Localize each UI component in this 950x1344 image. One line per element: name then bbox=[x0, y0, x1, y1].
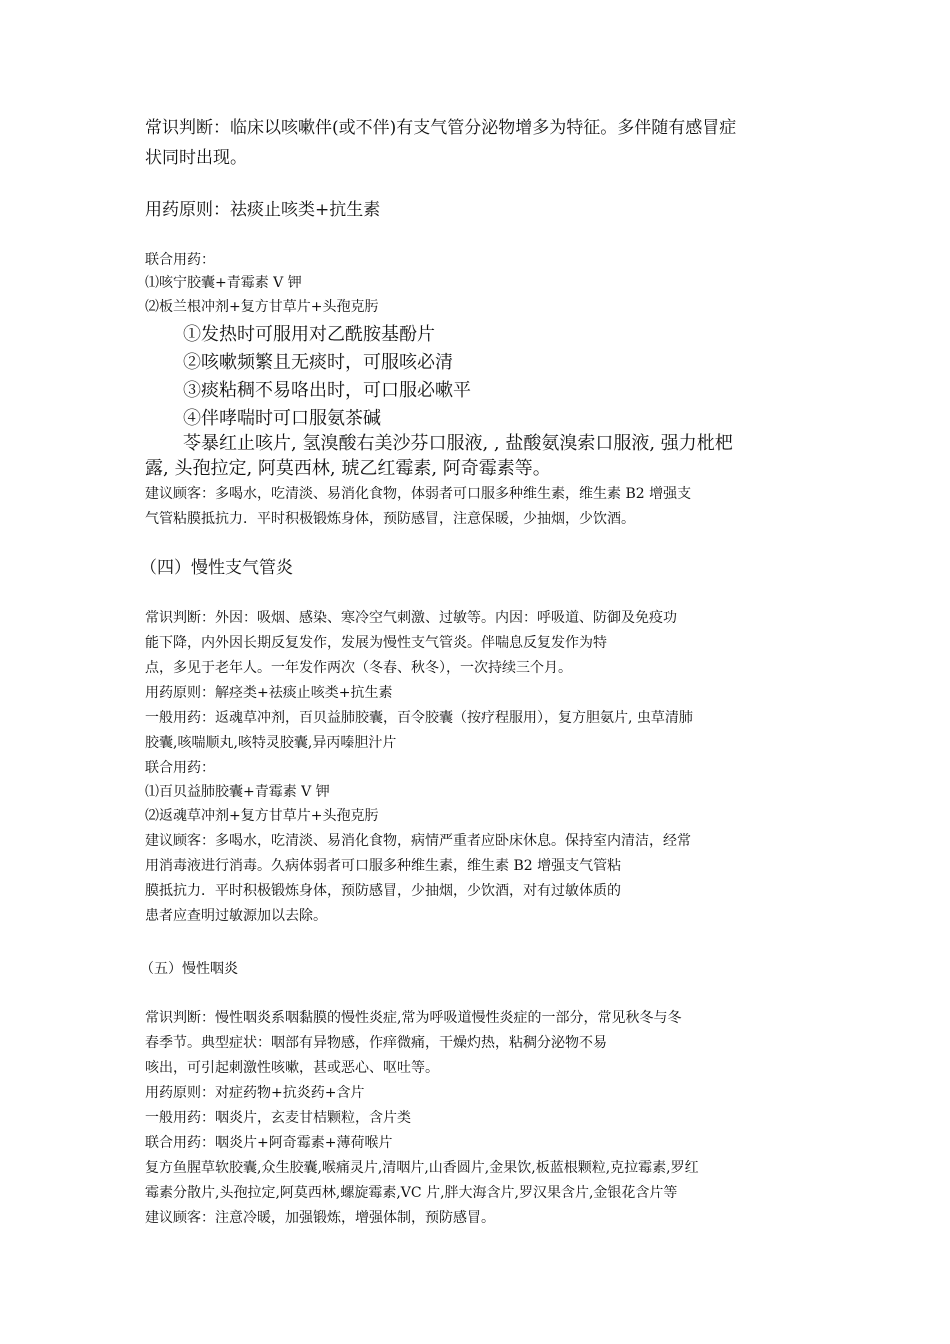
principle-line: 用药原则：对症药物+抗炎药+含片 bbox=[145, 1085, 365, 1101]
judgment-line: 能下降，内外因长期反复发作，发展为慢性支气管炎。伴喘息反复发作为特 bbox=[145, 635, 607, 651]
drugs-line: 复方鱼腥草软胶囊,众生胶囊,喉痛灵片,清咽片,山香圆片,金果饮,板蓝根颗粒,克拉霉素,罗红 bbox=[145, 1160, 699, 1176]
combined-item: ⑵返魂草冲剂+复方甘草片+头孢克肟 bbox=[145, 808, 379, 824]
combined-title: 联合用药： bbox=[145, 760, 215, 776]
combined-item: ⑵板兰根冲剂+复方甘草片+头孢克肟 bbox=[145, 299, 379, 315]
tip-line: ②咳嗽频繁且无痰时，可服咳必清 bbox=[183, 352, 453, 373]
judgment-line: 常识判断：慢性咽炎系咽黏膜的慢性炎症,常为呼吸道慢性炎症的一部分，常见秋冬与冬 bbox=[145, 1010, 682, 1026]
advice-line: 用消毒液进行消毒。久病体弱者可口服多种维生素，维生素 B2 增强支气管粘 bbox=[145, 858, 622, 874]
tip-line: ④伴哮喘时可口服氨茶碱 bbox=[183, 408, 381, 429]
advice-line: 患者应查明过敏源加以去除。 bbox=[145, 908, 327, 924]
advice-line: 气管粘膜抵抗力．平时积极锻炼身体，预防感冒，注意保暖，少抽烟，少饮酒。 bbox=[145, 511, 635, 527]
tip-line: ①发热时可服用对乙酰胺基酚片 bbox=[183, 324, 435, 345]
tip-line: ③痰粘稠不易咯出时，可口服必嗽平 bbox=[183, 380, 471, 401]
principle-line: 用药原则：祛痰止咳类+抗生素 bbox=[145, 200, 381, 220]
section-heading: （四）慢性支气管炎 bbox=[140, 558, 293, 578]
advice-line: 建议顾客：多喝水，吃清淡、易消化食物，病情严重者应卧床休息。保持室内清洁，经常 bbox=[145, 833, 691, 849]
drugs-line: 露, 头孢拉定, 阿莫西林, 琥乙红霉素, 阿奇霉素等。 bbox=[145, 458, 551, 479]
judgment-line: 常识判断：临床以咳嗽伴(或不伴)有支气管分泌物增多为特征。多伴随有感冒症 bbox=[145, 118, 737, 138]
principle-line: 用药原则：解痉类+祛痰止咳类+抗生素 bbox=[145, 685, 393, 701]
combined-line: 联合用药：咽炎片+阿奇霉素+薄荷喉片 bbox=[145, 1135, 393, 1151]
combined-item: ⑴百贝益肺胶囊+青霉素 V 钾 bbox=[145, 784, 330, 800]
judgment-line: 点，多见于老年人。一年发作两次（冬春、秋冬），一次持续三个月。 bbox=[145, 660, 572, 676]
advice-line: 建议顾客：多喝水，吃清淡、易消化食物，体弱者可口服多种维生素，维生素 B2 增强支 bbox=[145, 486, 692, 502]
judgment-line: 常识判断：外因：吸烟、感染、寒冷空气刺激、过敏等。内因：呼吸道、防御及免疫功 bbox=[145, 610, 677, 626]
drugs-line: 苓暴红止咳片, 氢溴酸右美沙芬口服液, , 盐酸氨溴索口服液, 强力枇杷 bbox=[183, 433, 733, 454]
combined-item: ⑴咳宁胶囊+青霉素 V 钾 bbox=[145, 275, 302, 291]
combined-title: 联合用药： bbox=[145, 252, 215, 268]
section-heading: （五）慢性咽炎 bbox=[140, 961, 238, 977]
advice-line: 建议顾客：注意冷暖，加强锻炼，增强体制，预防感冒。 bbox=[145, 1210, 495, 1226]
judgment-line: 咳出，可引起刺激性咳嗽，甚或恶心、呕吐等。 bbox=[145, 1060, 439, 1076]
judgment-line: 状同时出现。 bbox=[145, 148, 247, 168]
advice-line: 膜抵抗力．平时积极锻炼身体，预防感冒，少抽烟，少饮酒，对有过敏体质的 bbox=[145, 883, 621, 899]
general-line: 一般用药：返魂草冲剂，百贝益肺胶囊，百令胶囊（按疗程服用），复方胆氨片, 虫草清肺 bbox=[145, 710, 693, 726]
general-line: 一般用药：咽炎片，玄麦甘桔颗粒，含片类 bbox=[145, 1110, 411, 1126]
judgment-line: 春季节。典型症状：咽部有异物感，作痒微痛，干燥灼热，粘稠分泌物不易 bbox=[145, 1035, 607, 1051]
drugs-line: 霉素分散片,头孢拉定,阿莫西林,螺旋霉素,VC 片,胖大海含片,罗汉果含片,金银花含片等 bbox=[145, 1185, 678, 1201]
general-line: 胶囊,咳喘顺丸,咳特灵胶囊,异丙嗪胆汁片 bbox=[145, 735, 397, 751]
